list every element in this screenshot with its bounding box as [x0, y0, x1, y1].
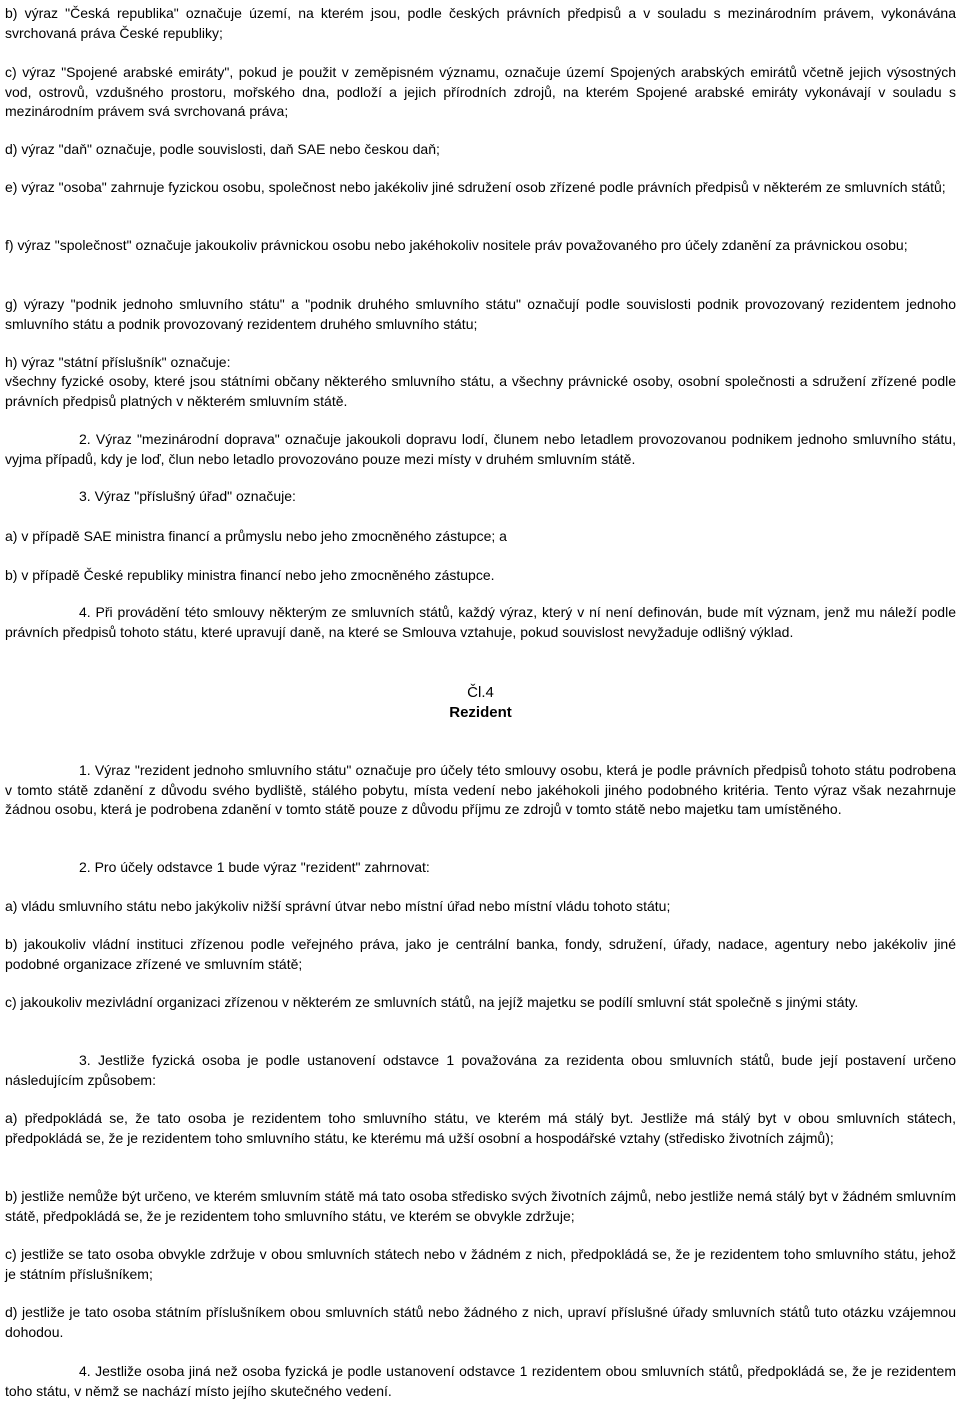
resident-paragraph-2-item-a: a) vládu smluvního státu nebo jakýkoliv nižší správní útvar nebo místní úřad nebo místní vládu tohoto státu; — [5, 898, 671, 914]
paragraph-3-item-a: a) v případě SAE ministra financí a průmyslu nebo jeho zmocněného zástupce; a — [5, 528, 507, 544]
resident-paragraph-3-item-d: d) jestliže je tato osoba státním příslušníkem obou smluvních států nebo žádného z nich, upraví příslušné úřady smluvních států tuto otázku vzájemnou dohodou. — [5, 1304, 956, 1340]
clause-h-body: všechny fyzické osoby, které jsou státními občany některého smluvního státu, a všechny právnické osoby, osobní společnosti a sdružení zřízené podle právních předpisů platných v některém smluvním státě. — [5, 373, 956, 409]
paragraph-3-item-b: b) v případě České republiky ministra financí nebo jeho zmocněného zástupce. — [5, 567, 495, 583]
resident-paragraph-2-item-b: b) jakoukoliv vládní instituci zřízenou podle veřejného práva, jako je centrální banka, fondy, sdružení, úřady, nadace, agentury nebo jakékoliv jiné podobné organizace zřízené ve smluvním státě; — [5, 936, 956, 972]
clause-e: e) výraz "osoba" zahrnuje fyzickou osobu, společnost nebo jakékoliv jiné sdružení osob zřízené podle právních předpisů v některém ze smluvních států; — [5, 179, 946, 195]
resident-paragraph-1: 1. Výraz "rezident jednoho smluvního státu" označuje pro účely této smlouvy osobu, která je podle právních předpisů tohoto státu podrobena v tomto státě zdanění z důvodu svého bydliště, stálého pobytu, místa vedení nebo jakéhokoli jiného podobného kritéria. Tento výraz však nezahrnuje žádnou osobu, která je podrobena zdanění v tomto státě pouze z důvodu příjmu ze zdrojů v tomto státě nebo majetku tam umístěného. — [5, 762, 956, 818]
article-title: Rezident — [449, 704, 512, 721]
paragraph-4: 4. Při provádění této smlouvy některým ze smluvních států, každý výraz, který v ní není definován, bude mít význam, jenž mu náleží podle právních předpisů tohoto státu, které upravují daně, na které se Smlouva vztahuje, pokud souvislost nevyžaduje odlišný výklad. — [5, 604, 956, 640]
paragraph-3-heading: 3. Výraz "příslušný úřad" označuje: — [79, 488, 296, 504]
article-number: Čl.4 — [467, 684, 494, 701]
clause-c: c) výraz "Spojené arabské emiráty", pokud je použit v zeměpisném významu, označuje území Spojených arabských emirátů včetně jejich výsostných vod, ostrovů, vzdušného prostoru, mořského dna, podloží a jejich přírodních zdrojů, na kterém Spojené arabské emiráty vykonávají v souladu s mezinárodním právem svá svrchovaná práva; — [5, 64, 956, 120]
resident-paragraph-2-item-c: c) jakoukoliv mezivládní organizaci zřízenou v některém ze smluvních států, na jejíž majetku se podílí smluvní stát společně s jinými státy. — [5, 994, 859, 1010]
resident-paragraph-2: 2. Pro účely odstavce 1 bude výraz "rezident" zahrnovat: — [79, 859, 430, 875]
clause-h-heading: h) výraz "státní příslušník" označuje: — [5, 354, 231, 370]
resident-paragraph-4: 4. Jestliže osoba jiná než osoba fyzická je podle ustanovení odstavce 1 rezidentem obou smluvních států, předpokládá se, že je rezidentem toho státu, v němž se nachází místo jejího skutečného vedení. — [5, 1363, 956, 1399]
clause-g: g) výrazy "podnik jednoho smluvního státu" a "podnik druhého smluvního státu" označují podle souvislosti podnik provozovaný rezidentem jednoho smluvního státu a podnik provozovaný rezidentem druhého smluvního státu; — [5, 296, 956, 332]
clause-f: f) výraz "společnost" označuje jakoukoliv právnickou osobu nebo jakéhokoliv nositele práv považovaného pro účely zdanění za právnickou osobu; — [5, 237, 908, 253]
clause-d: d) výraz "daň" označuje, podle souvislosti, daň SAE nebo českou daň; — [5, 141, 440, 157]
resident-paragraph-3-item-b: b) jestliže nemůže být určeno, ve kterém smluvním státě má tato osoba středisko svých životních zájmů, nebo jestliže nemá stálý byt v žádném smluvním státě, předpokládá se, že je rezidentem toho smluvního státu, ve kterém se obvykle zdržuje; — [5, 1188, 956, 1224]
resident-paragraph-3-item-c: c) jestliže se tato osoba obvykle zdržuje v obou smluvních státech nebo v žádném z nich, předpokládá se, že je rezidentem toho smluvního státu, jehož je státním příslušníkem; — [5, 1246, 956, 1282]
clause-b: b) výraz "Česká republika" označuje území, na kterém jsou, podle českých právních předpisů a v souladu s mezinárodním právem, vykonávána svrchovaná práva České republiky; — [5, 5, 956, 41]
resident-paragraph-3: 3. Jestliže fyzická osoba je podle ustanovení odstavce 1 považována za rezidenta obou smluvních států, bude její postavení určeno následujícím způsobem: — [5, 1052, 956, 1088]
paragraph-2: 2. Výraz "mezinárodní doprava" označuje jakoukoli dopravu lodí, člunem nebo letadlem provozovanou podnikem jednoho smluvního státu, vyjma případů, kdy je loď, člun nebo letadlo provozováno pouze mezi místy v druhém smluvním státě. — [5, 431, 956, 467]
resident-paragraph-3-item-a: a) předpokládá se, že tato osoba je rezidentem toho smluvního státu, ve kterém má stálý byt. Jestliže má stálý byt v obou smluvních státech, předpokládá se, že je rezidentem toho smluvního státu, ke kterému má užší osobní a hospodářské vztahy (středisko životních zájmů); — [5, 1110, 956, 1146]
